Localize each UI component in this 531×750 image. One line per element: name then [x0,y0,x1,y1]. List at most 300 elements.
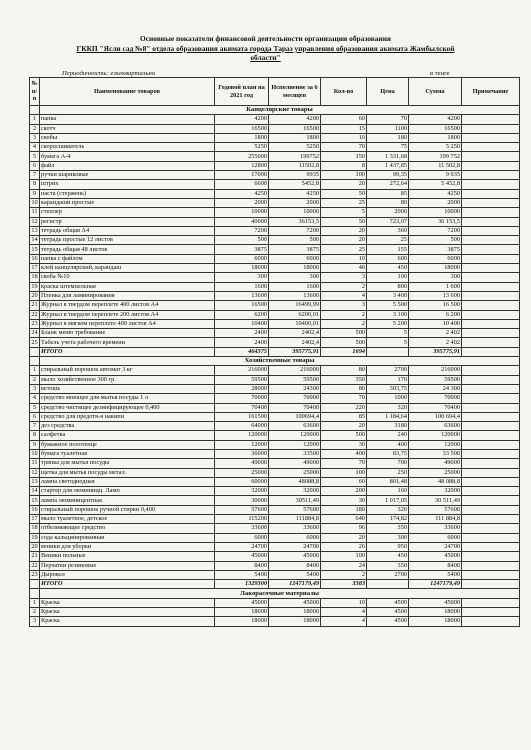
table-cell: 6600 [215,180,269,189]
table-cell: 400 [321,449,367,458]
table-cell: Журнал в мягком переплете 400 листов А4 [40,319,215,328]
table-cell: 49000 [269,459,321,468]
periodicity-label: Периодичность: ежеквартально [62,70,156,77]
table-cell: 8 [321,161,367,170]
table-cell: 18000 [215,617,269,626]
section-header-row [30,357,520,366]
table-cell: папка с файлом [40,254,215,263]
table-cell: 5 452,8 [409,180,462,189]
table-cell: 950 [367,542,409,551]
table-cell: 25000 [409,468,462,477]
table-cell: 63600 [409,422,462,431]
table-row [30,440,520,449]
organization-line-1: ГККП "Ясли сад №8" отдела образования акимата города Тараз управления образования акимата Жамбылской [76,44,455,53]
table-row [30,468,520,477]
table-cell [462,217,520,226]
column-header: Цена [367,78,409,106]
table-cell: 4500 [367,608,409,617]
table-cell: 100 [321,552,367,561]
table-cell: 33 500 [409,449,462,458]
table-cell: 500 [321,329,367,338]
table-cell: 11502,8 [269,161,321,170]
table-cell: 24 300 [409,384,462,393]
table-cell [462,617,520,626]
table-cell: 15 [31,496,38,504]
table-cell: 5 200 [367,319,409,328]
table-cell: 1 437,85 [367,161,409,170]
table-row [30,366,520,375]
table-cell: 7200 [409,226,462,235]
table-cell: 14 [31,487,38,495]
table-cell: 1800 [269,133,321,142]
table-cell: 2 [30,124,40,133]
table-cell: 6 [30,161,40,170]
table-row [30,375,520,384]
table-cell: 18000 [269,608,321,617]
table-cell: 45000 [409,552,462,561]
table-row [30,319,520,328]
table-cell: клей канцелярский, карандаш [40,264,215,273]
table-cell: 1100 [367,124,409,133]
table-cell: стиральный порошок ручной стирки 0,400 [40,505,215,514]
table-cell: 1800 [215,133,269,142]
table-cell: 25000 [215,468,269,477]
table-cell: степлер [40,208,215,217]
table-cell: 100 [321,171,367,180]
table-cell [462,561,520,570]
table-cell: 25 [367,236,409,245]
table-cell: Краска [40,617,215,626]
table-cell: 24700 [215,542,269,551]
table-cell [462,394,520,403]
table-cell: 6000 [215,254,269,263]
table-cell: 26 [321,542,367,551]
table-cell: 3 400 [367,291,409,300]
table-cell: паста (стержень) [40,189,215,198]
table-cell: 4500 [367,617,409,626]
total-cell: 1694 [321,347,367,356]
table-cell: 111 884,8 [409,515,462,524]
table-cell [462,375,520,384]
table-cell: 85 [367,189,409,198]
table-cell: 20 [31,543,38,551]
table-row [30,189,520,198]
table-cell: папка [40,115,215,124]
table-row [30,459,520,468]
table-cell [462,180,520,189]
table-cell: 2 [30,608,40,617]
table-cell: краска штемпельная [40,282,215,291]
total-cell: 464375 [215,347,269,356]
table-cell: 45000 [409,598,462,607]
table-cell: 8400 [409,561,462,570]
table-cell [462,236,520,245]
table-row [30,245,520,254]
table-row [30,542,520,551]
table-cell: 16500 [215,301,269,310]
table-cell: мыло туалетное, детское [40,515,215,524]
table-row [30,422,520,431]
table-cell: 100 [367,273,409,282]
table-cell: 18000 [409,264,462,273]
table-cell: Дырокол [40,570,215,579]
table-cell [462,496,520,505]
table-cell [462,273,520,282]
table-cell: 70 [367,115,409,124]
section-header-row [30,106,520,115]
table-cell: 640 [321,515,367,524]
column-header: Кол-во [321,78,367,106]
table-cell: 3180 [367,422,409,431]
table-cell: 16 [31,254,38,262]
table-row [30,180,520,189]
table-cell: 199 752 [409,152,462,161]
total-label: ИТОГО [40,347,215,356]
table-cell: 1600 [269,282,321,291]
table-cell: 18000 [409,608,462,617]
table-cell: лампа люминицентная [40,496,215,505]
table-cell: стартер для люминицц. Ламп [40,487,215,496]
table-row [30,124,520,133]
table-cell: 60 [321,477,367,486]
table-row [30,291,520,300]
table-row [30,608,520,617]
column-header: Примечание [462,78,520,106]
table-cell: 19 [31,533,38,541]
table-cell: 2000 [215,198,269,207]
table-cell: 60 [321,115,367,124]
total-row [30,347,520,356]
table-cell [462,133,520,142]
table-cell: 3875 [269,245,321,254]
table-cell: 30 [321,440,367,449]
table-cell: 16 500 [409,301,462,310]
table-cell: 2 [321,319,367,328]
table-row [30,403,520,412]
table-cell: 70 [321,143,367,152]
table-cell: 2000 [269,198,321,207]
table-cell: 2 [30,375,40,384]
table-cell: скобы [40,133,215,142]
table-cell [462,282,520,291]
table-cell: 18 [31,273,38,281]
table-cell: 20 [321,180,367,189]
table-cell: 33600 [409,524,462,533]
table-cell: 3875 [215,245,269,254]
table-row [30,282,520,291]
table-cell: 5400 [215,570,269,579]
table-cell: ветошь [40,384,215,393]
table-cell: 18000 [215,264,269,273]
table-cell: 8 [30,180,40,189]
table-cell: 360 [367,226,409,235]
table-cell [462,412,520,421]
table-cell: 70000 [409,394,462,403]
table-cell: 10 [321,254,367,263]
table-cell: 5400 [269,570,321,579]
column-header: № п/п [30,78,40,106]
table-cell: 2400 [215,329,269,338]
table-row [30,384,520,393]
table-cell: 4500 [367,598,409,607]
table-cell: 24700 [409,542,462,551]
table-cell: 24300 [269,384,321,393]
table-cell: 10 [321,598,367,607]
total-cell [462,580,520,589]
table-cell: 300 [409,273,462,282]
table-cell: 4200 [269,115,321,124]
table-cell: 13 [31,226,38,234]
table-cell: 1 017,05 [367,496,409,505]
table-cell [462,124,520,133]
table-cell [462,161,520,170]
table-cell [462,533,520,542]
table-cell [462,366,520,375]
table-cell: 99,35 [367,171,409,180]
table-cell: 5 [367,329,409,338]
table-cell: 16499,99 [269,301,321,310]
table-row [30,477,520,486]
table-cell: скоросшиватель [40,143,215,152]
section-title: Канцелярские товары [40,106,520,115]
total-cell [367,580,409,589]
table-cell: 3 [30,133,40,142]
table-cell: Пленка для ламинирования [40,291,215,300]
table-cell: 20 [321,533,367,542]
table-cell: 13600 [215,291,269,300]
table-cell [462,542,520,551]
table-cell: 25 [321,245,367,254]
table-cell: тетрадь простые 12 листов [40,236,215,245]
financial-table [29,77,520,627]
table-cell: 255000 [215,152,269,161]
table-cell: 22 [31,310,38,318]
table-cell: 300 [269,273,321,282]
table-row [30,236,520,245]
table-cell: 5 [321,208,367,217]
table-cell: 16500 [269,124,321,133]
table-cell: 30000 [215,496,269,505]
table-cell: 36000 [215,449,269,458]
table-cell: 2700 [367,570,409,579]
table-cell: мыло хозяйственное 300 гр. [40,375,215,384]
table-cell: 170 [367,375,409,384]
table-cell: 17 [31,515,38,523]
total-cell: 3383 [321,580,367,589]
table-cell: регистр [40,217,215,226]
table-cell: 3 [321,301,367,310]
table-row [30,301,520,310]
table-cell [462,515,520,524]
table-cell [462,598,520,607]
table-cell: 100 694,4 [409,412,462,421]
table-cell: сода кальцинированная [40,533,215,542]
table-cell: 30511,49 [269,496,321,505]
table-row [30,161,520,170]
table-cell: 2 402 [409,329,462,338]
table-cell: скотч [40,124,215,133]
table-cell: 350 [367,561,409,570]
table-cell: 120000 [269,431,321,440]
table-cell: 10 [31,199,38,207]
table-row [30,496,520,505]
table-cell [30,357,40,366]
table-cell: 3 [30,384,40,393]
table-cell: 7200 [215,226,269,235]
column-header: Годовой план на 2021 год [215,78,269,106]
table-cell [462,431,520,440]
table-cell: 272,64 [367,180,409,189]
table-cell: 7200 [269,226,321,235]
table-cell: 155 [367,245,409,254]
table-cell: 32000 [269,487,321,496]
table-cell: 1 [30,115,40,124]
table-cell: 111884,8 [269,515,321,524]
table-cell: 500 [321,338,367,347]
table-cell: 45000 [215,552,269,561]
total-cell [462,347,520,356]
table-cell: 57600 [409,505,462,514]
table-cell [462,440,520,449]
table-cell: 9 935 [409,171,462,180]
table-cell: 25 [321,198,367,207]
table-cell: 85 [321,412,367,421]
table-cell: 1 331,68 [367,152,409,161]
table-cell: 23 [31,570,38,578]
table-cell: 45000 [215,598,269,607]
total-cell: 1247179,49 [269,580,321,589]
table-cell: 4 [30,394,40,403]
table-cell: 14 [31,236,38,244]
table-cell: 20 [321,226,367,235]
table-cell: 8400 [269,561,321,570]
table-cell: 21 [31,301,38,309]
table-row [30,115,520,124]
table-cell: 16 [31,505,38,513]
table-row [30,561,520,570]
table-cell: 18000 [215,608,269,617]
total-cell: 395775,91 [409,347,462,356]
table-cell: Краска [40,608,215,617]
table-cell: 45000 [269,552,321,561]
table-cell [462,152,520,161]
table-cell [462,171,520,180]
table-cell: 6200 [215,310,269,319]
table-cell: 10000 [409,208,462,217]
table-cell [462,254,520,263]
table-cell [462,329,520,338]
table-cell: 12000 [409,440,462,449]
table-cell: 7 [30,171,40,180]
table-row [30,338,520,347]
table-cell: дез средства [40,422,215,431]
table-cell: 25 [31,338,38,346]
table-cell: 13 [31,477,38,485]
table-cell: 83,75 [367,449,409,458]
table-cell: 1 600 [409,282,462,291]
table-cell [462,459,520,468]
table-row [30,310,520,319]
table-cell: 30 511,49 [409,496,462,505]
table-row [30,412,520,421]
table-cell: 120000 [215,431,269,440]
table-cell: 180 [321,505,367,514]
table-cell: 1000 [367,394,409,403]
currency-label: в тенге [430,70,450,77]
table-body [30,106,520,627]
table-row [30,570,520,579]
table-cell: 17000 [215,171,269,180]
table-cell: 57600 [269,505,321,514]
table-cell [462,208,520,217]
table-cell: 2000 [409,198,462,207]
table-cell: 11 [31,208,38,216]
table-row [30,133,520,142]
table-cell: 36153,5 [269,217,321,226]
table-row [30,264,520,273]
total-row [30,580,520,589]
table-row [30,329,520,338]
table-cell: 320 [367,403,409,412]
table-row [30,617,520,626]
table-cell: Бланк меню требование [40,329,215,338]
table-cell: 20 [31,292,38,300]
table-row [30,515,520,524]
table-cell: 10000 [269,208,321,217]
table-cell [462,422,520,431]
table-row [30,208,520,217]
table-cell: 17 [31,264,38,272]
table-row [30,598,520,607]
table-cell: 49000 [409,459,462,468]
table-cell: 801,48 [367,477,409,486]
table-cell: 48 088,8 [409,477,462,486]
table-cell: 5 250 [409,143,462,152]
table-cell: 33500 [269,449,321,458]
table-cell: 70 [321,459,367,468]
table-cell [462,384,520,393]
table-cell: 7 [30,422,40,431]
table-cell: 12 [31,468,38,476]
table-cell: бумага туалетная [40,449,215,458]
table-cell: 40000 [215,217,269,226]
table-cell: 32000 [215,487,269,496]
table-cell: 800 [367,282,409,291]
table-cell: тетрадь общая А4 [40,226,215,235]
table-cell [462,608,520,617]
table-cell: 1 [30,598,40,607]
table-row [30,273,520,282]
table-row [30,524,520,533]
table-cell: 10 [31,450,38,458]
table-cell: скоба №10 [40,273,215,282]
table-row [30,505,520,514]
table-cell: 21 [31,552,38,560]
table-cell: салфетка [40,431,215,440]
table-cell [462,291,520,300]
table-cell: 48088,8 [269,477,321,486]
table-cell [462,468,520,477]
table-cell: 9 [30,440,40,449]
table-cell: Журнал в твердом переплете 400 листов А4 [40,301,215,310]
table-cell: отбеливающее средство [40,524,215,533]
table-cell: 3 [321,273,367,282]
table-cell: 70400 [215,403,269,412]
table-cell [462,198,520,207]
column-header: Наименование товаров [40,78,215,106]
table-cell [462,477,520,486]
table-cell: 300 [367,533,409,542]
